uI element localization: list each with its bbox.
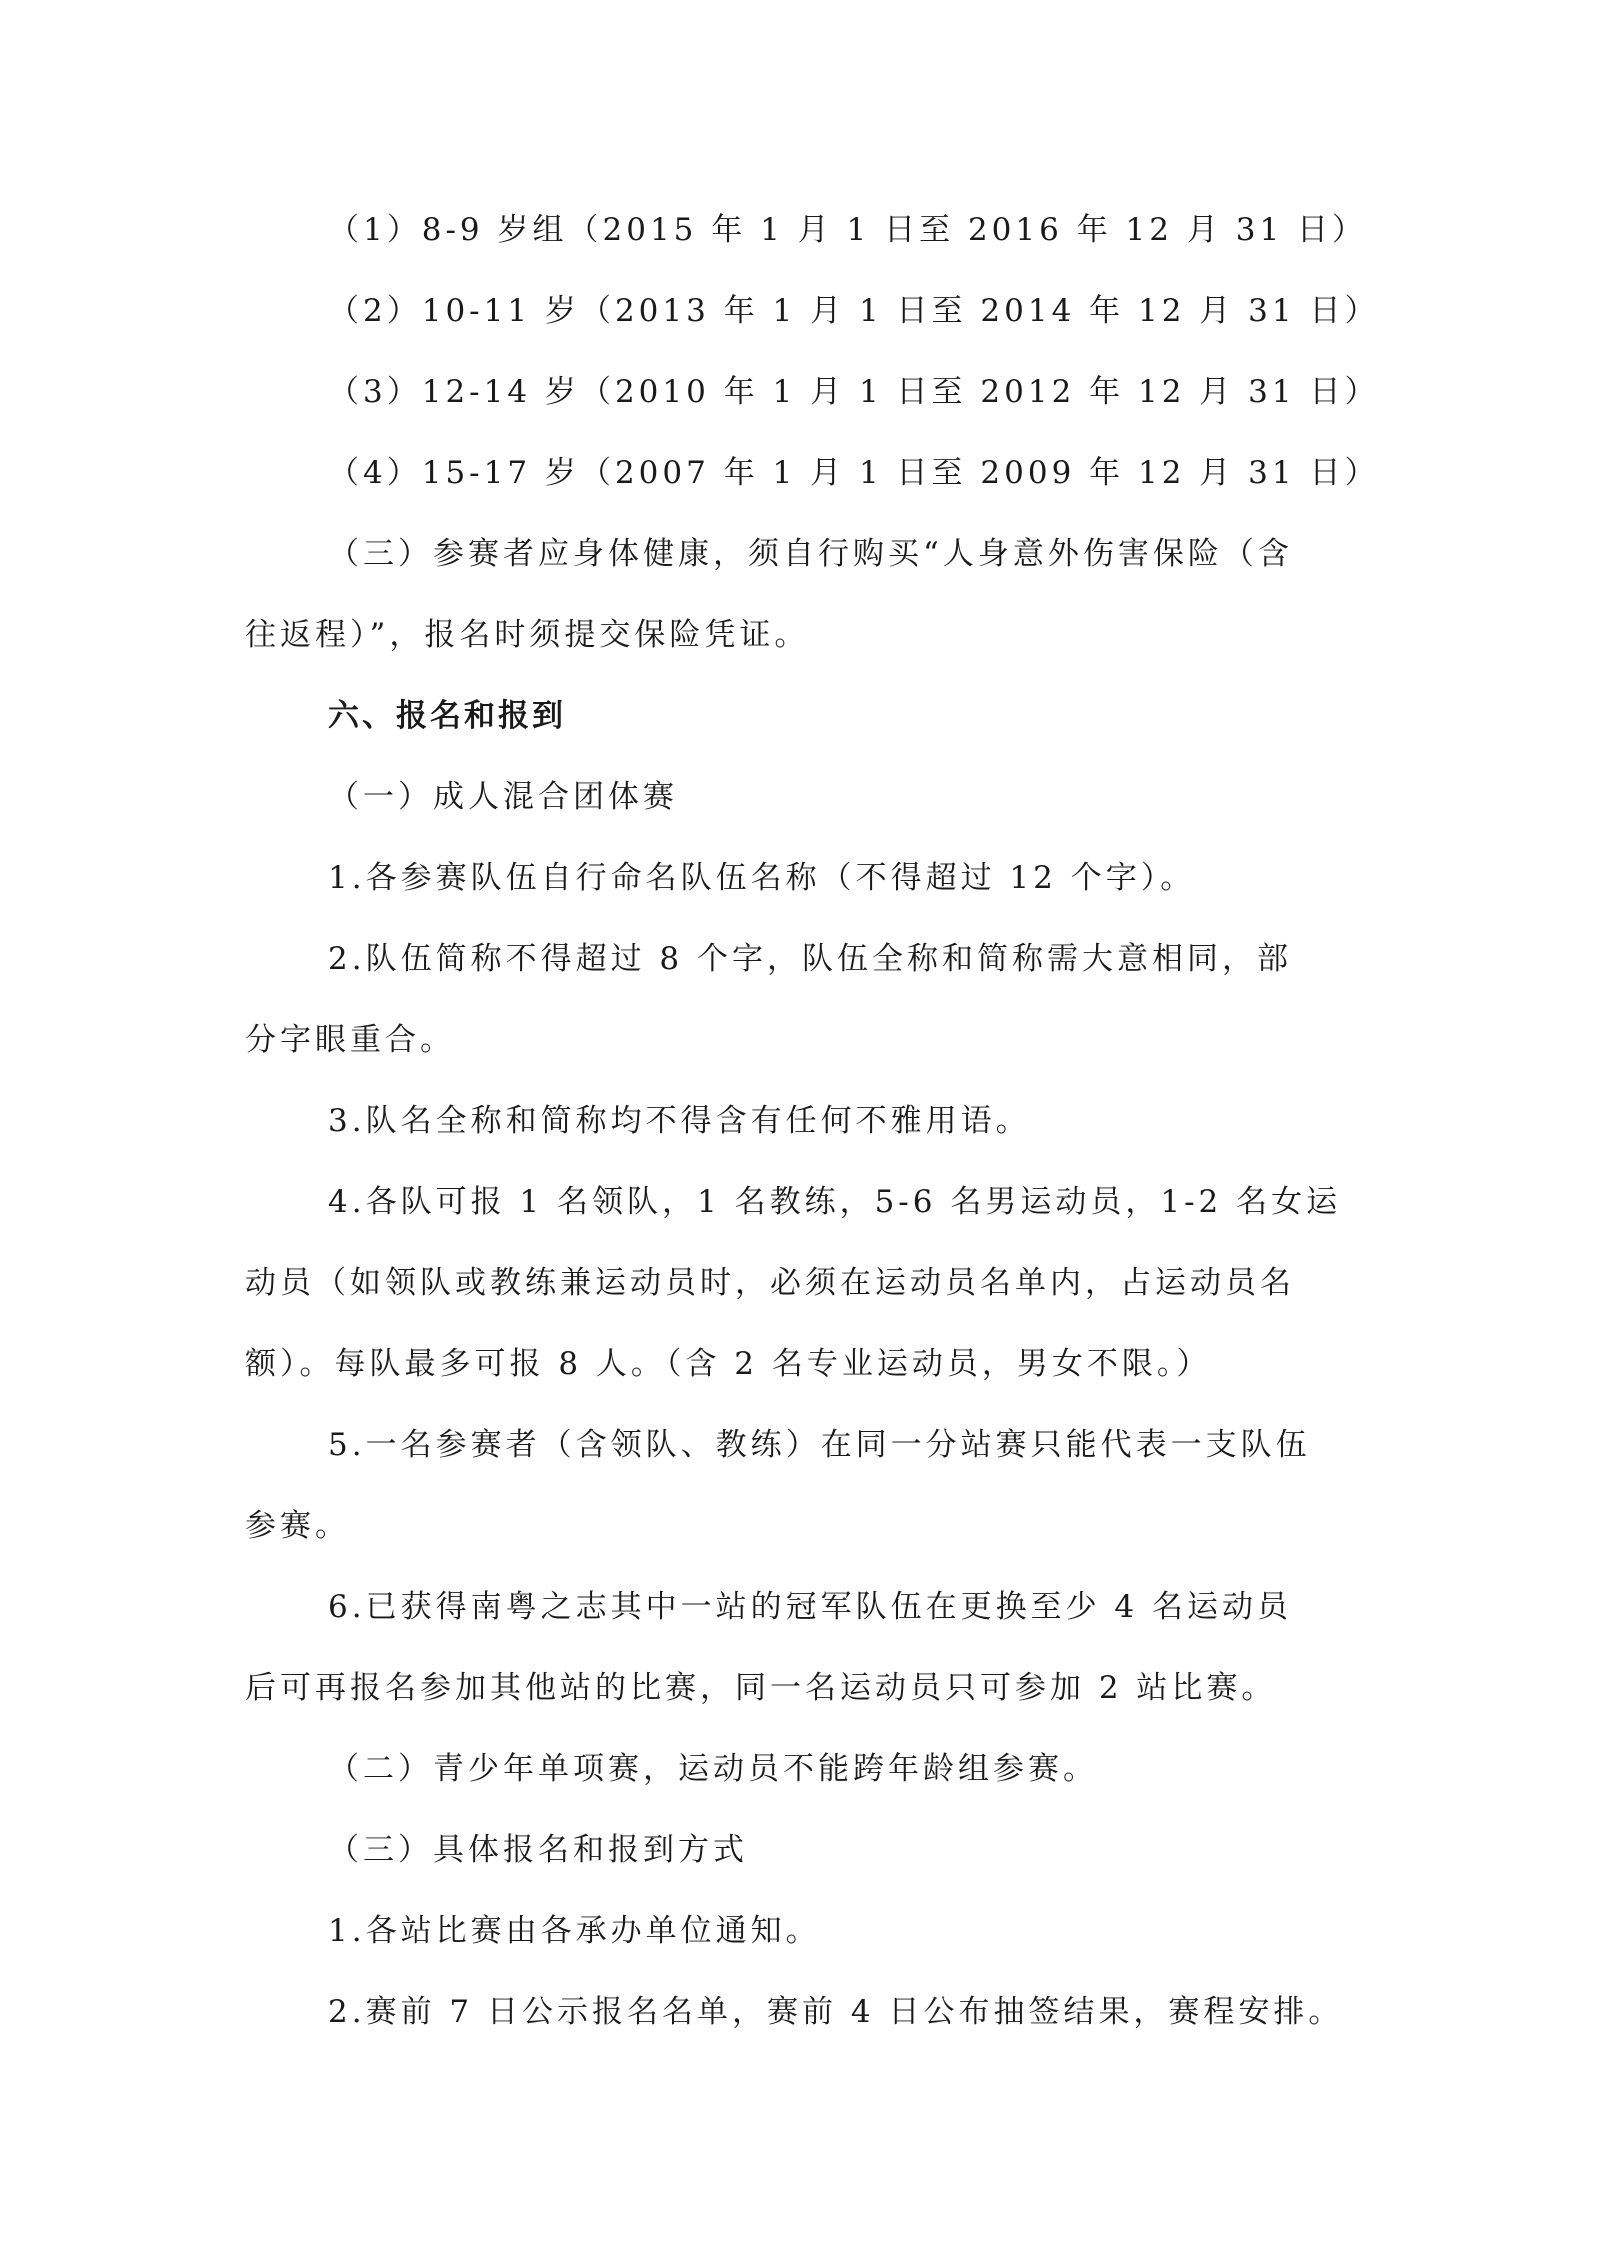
- age-group-1: （1）8-9 岁组（2015 年 1 月 1 日至 2016 年 12 月 31 日）: [328, 212, 1368, 248]
- subsection-heading: （三）具体报名和报到方式: [328, 1832, 748, 1868]
- rule-4: [245, 1182, 1363, 1384]
- paragraph-line: 动员（如领队或教练兼运动员时，必须在运动员名单内，占运动员名: [245, 1265, 1295, 1301]
- section-heading: 六、报名和报到: [328, 698, 566, 734]
- age-group-4: （4）15-17 岁（2007 年 1 月 1 日至 2009 年 12 月 31 日）: [328, 455, 1380, 491]
- paragraph-line: 分字眼重合。: [245, 1022, 455, 1058]
- rule-1: 1.各参赛队伍自行命名队伍名称（不得超过 12 个字）。: [328, 860, 1196, 896]
- method-1: 1.各站比赛由各承办单位通知。: [328, 1913, 821, 1949]
- document-body: [245, 210, 1380, 2073]
- rule-5: [245, 1425, 1363, 1546]
- paragraph-line: 2.队伍简称不得超过 8 个字，队伍全称和简称需大意相同，部: [328, 941, 1293, 977]
- rule-6: [245, 1587, 1363, 1708]
- age-group-2: （2）10-11 岁（2013 年 1 月 1 日至 2014 年 12 月 31 日）: [328, 293, 1380, 329]
- rule-2: [245, 939, 1363, 1060]
- paragraph-line: 4.各队可报 1 名领队，1 名教练，5-6 名男运动员，1-2 名女运: [328, 1184, 1342, 1220]
- paragraph-line: 额）。每队最多可报 8 人。（含 2 名专业运动员，男女不限。）: [245, 1346, 1212, 1382]
- rule-3: 3.队名全称和简称均不得含有任何不雅用语。: [328, 1103, 1031, 1139]
- age-group-3: （3）12-14 岁（2010 年 1 月 1 日至 2012 年 12 月 31 日）: [328, 374, 1380, 410]
- health-insurance-paragraph: [245, 534, 1363, 655]
- subsection-heading: （一）成人混合团体赛: [328, 779, 678, 815]
- paragraph-line: 参赛。: [245, 1508, 350, 1544]
- paragraph-line: 6.已获得南粤之志其中一站的冠军队伍在更换至少 4 名运动员: [328, 1589, 1293, 1625]
- paragraph-line: 往返程）”，报名时须提交保险凭证。: [245, 617, 810, 653]
- method-2: 2.赛前 7 日公示报名名单，赛前 4 日公布抽签结果，赛程安排。: [328, 1994, 1344, 2030]
- paragraph-line: 后可再报名参加其他站的比赛，同一名运动员只可参加 2 站比赛。: [245, 1670, 1277, 1706]
- youth-single-paragraph: （二）青少年单项赛，运动员不能跨年龄组参赛。: [328, 1751, 1098, 1787]
- paragraph-line: （三）参赛者应身体健康，须自行购买“人身意外伤害保险（含: [328, 536, 1293, 572]
- paragraph-line: 5.一名参赛者（含领队、教练）在同一分站赛只能代表一支队伍: [328, 1427, 1311, 1463]
